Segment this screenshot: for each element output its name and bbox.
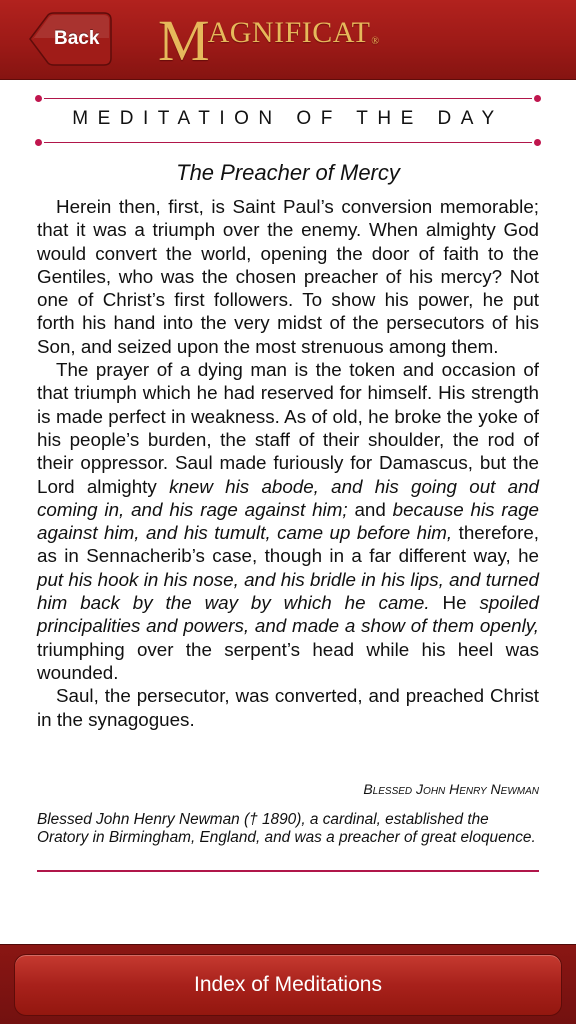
back-button-label: Back bbox=[54, 28, 100, 49]
logo-wordmark: AGNIFICAT bbox=[207, 16, 371, 49]
section-header bbox=[36, 92, 540, 148]
text-run: and bbox=[347, 498, 393, 520]
paragraph-2 bbox=[37, 358, 539, 684]
italic-quote: spoiled principalities and powers, and made a show of them openly, bbox=[37, 592, 539, 637]
text-run: therefore, as in Sennacherib’s case, though in a far different way, he bbox=[37, 522, 540, 567]
ornament-dot bbox=[534, 95, 541, 102]
italic-quote: put his hook in his nose, and his bridle in his lips, and turned him back by the way by which he came. bbox=[37, 568, 539, 614]
ornament-dot bbox=[35, 139, 42, 146]
text-run: The prayer of a dying man is the token and occasion of that triumph which he had reserved for himself. His strength is made perfect in weakness. As of old, he broke the yoke of his people’s burden, the staff of their shoulder, the rod of their oppressor. Saul made furiously for Damascus, but the Lord almighty bbox=[37, 359, 539, 497]
bottom-bar bbox=[0, 944, 576, 1024]
ornament-dot bbox=[534, 139, 541, 146]
author-attribution: Blessed John Henry Newman bbox=[363, 781, 539, 797]
author-bio: Blessed John Henry Newman († 1890), a cardinal, established the Oratory in Birmingham, England, and was a preacher of great eloquence. bbox=[37, 811, 536, 846]
paragraph-1: Herein then, first, is Saint Paul’s conversion memorable; that it was a triumph over the enemy. When almighty God would convert the world, opening the door of faith to the Gentiles, who was the chosen preacher of his mercy? Not one of Christ’s first followers. To show his power, he put forth his hand into the very midst of the persecutors of his Son, and seized upon the most strenuous among them. bbox=[37, 196, 539, 357]
logo-initial: M bbox=[158, 8, 210, 73]
paragraph-3: Saul, the persecutor, was converted, and preached Christ in the synagogues. bbox=[37, 685, 539, 730]
text-run: triumphing over the serpent’s head while his heel was wounded. bbox=[37, 638, 539, 683]
header-rule-top bbox=[44, 98, 532, 99]
top-nav-bar bbox=[0, 0, 576, 80]
meditation-title: The Preacher of Mercy bbox=[176, 160, 400, 185]
section-title: MEDITATION OF THE DAY bbox=[72, 108, 504, 129]
magnificat-logo bbox=[158, 10, 379, 72]
logo-registered-mark: ® bbox=[371, 36, 380, 47]
bio-divider bbox=[37, 870, 539, 872]
italic-quote: because his rage against him, and his tumult, came up before him, bbox=[37, 498, 539, 544]
header-rule-bottom bbox=[44, 142, 532, 143]
index-of-meditations-button[interactable]: Index of Meditations bbox=[14, 954, 562, 1016]
italic-quote: knew his abode, and his going out and coming in, and his rage against him; bbox=[37, 475, 539, 520]
text-run: He bbox=[429, 592, 480, 614]
back-button[interactable] bbox=[28, 12, 112, 66]
meditation-body bbox=[37, 195, 539, 731]
ornament-dot bbox=[35, 95, 42, 102]
